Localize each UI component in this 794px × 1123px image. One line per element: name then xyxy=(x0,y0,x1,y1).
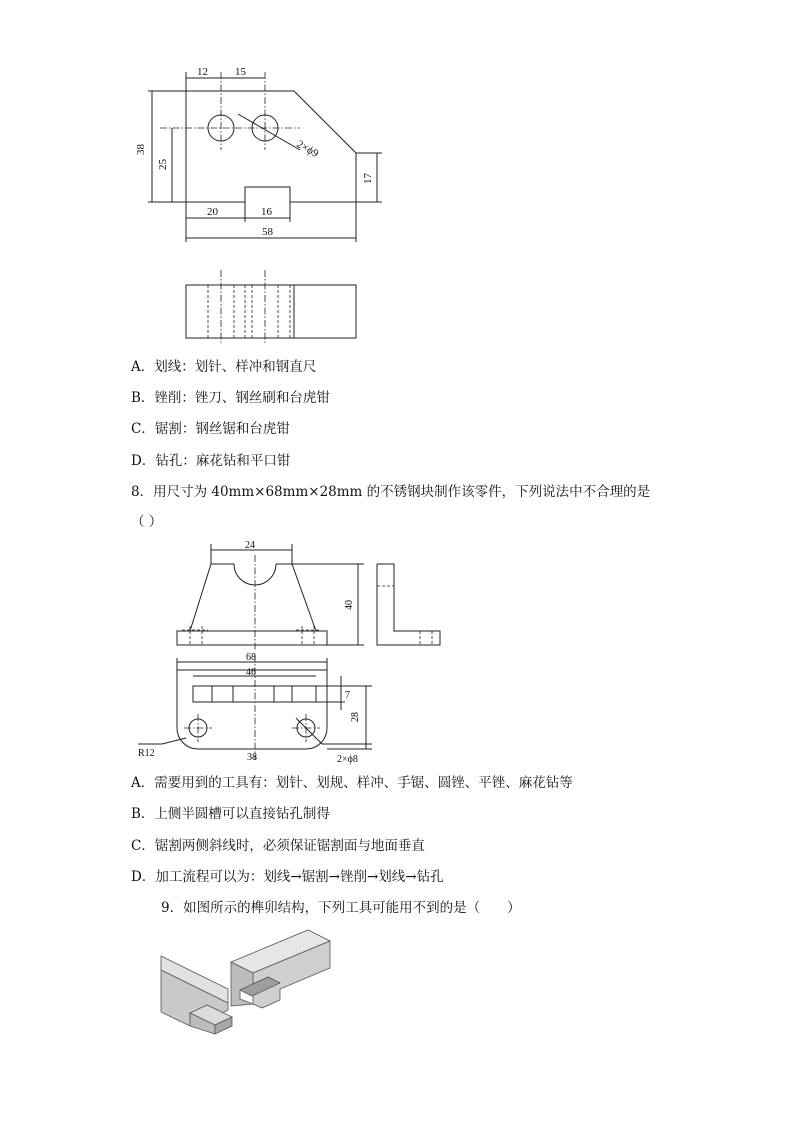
dim-7: 7 xyxy=(345,690,350,701)
dim-15: 15 xyxy=(235,66,246,78)
q9-stem: 9．如图所示的榫卯结构，下列工具可能用不到的是（ ） xyxy=(161,900,521,916)
dim-38: 38 xyxy=(135,144,147,155)
q7-option-c: C．锯割：钢丝锯和台虎钳 xyxy=(131,421,290,437)
dim-40: 40 xyxy=(344,600,355,610)
dim-58: 58 xyxy=(262,226,273,238)
dim-28: 28 xyxy=(350,712,361,722)
q8-option-a: A．需要用到的工具有：划针、划规、样冲、手锯、圆锉、平锉、麻花钻等 xyxy=(131,775,573,791)
dim-20: 20 xyxy=(207,206,218,218)
q8-option-d: D．加工流程可以为：划线→锯割→锉削→划线→钻孔 xyxy=(131,869,444,885)
dim-holes: 2×ϕ9 xyxy=(294,138,321,161)
q8-stem: 8．用尺寸为 40mm×68mm×28mm 的不锈钢块制作该零件，下列说法中不合理的是 xyxy=(131,484,651,500)
q7-option-d: D．钻孔：麻花钻和平口钳 xyxy=(131,453,291,469)
dim-38: 38 xyxy=(247,752,257,763)
dim-12: 12 xyxy=(197,66,208,78)
dim-17: 17 xyxy=(362,173,374,184)
dim-68: 68 xyxy=(246,652,256,663)
dim-r12: R12 xyxy=(138,748,155,759)
dim-16: 16 xyxy=(261,206,272,218)
dim-25: 25 xyxy=(157,159,169,170)
q8-answer-paren: （ ） xyxy=(131,514,163,530)
dim-holes: 2×ϕ8 xyxy=(337,754,358,765)
dim-24: 24 xyxy=(245,540,255,551)
q8-option-c: C．锯割两侧斜线时，必须保证锯割面与地面垂直 xyxy=(131,838,425,854)
q7-option-b: B．锉削：锉刀、钢丝刷和台虎钳 xyxy=(131,390,330,406)
dim-46: 46 xyxy=(246,667,256,678)
q8-option-b: B．上侧半圆槽可以直接钻孔制得 xyxy=(131,806,330,822)
q7-option-a: A．划线：划针、样冲和钢直尺 xyxy=(131,359,317,375)
